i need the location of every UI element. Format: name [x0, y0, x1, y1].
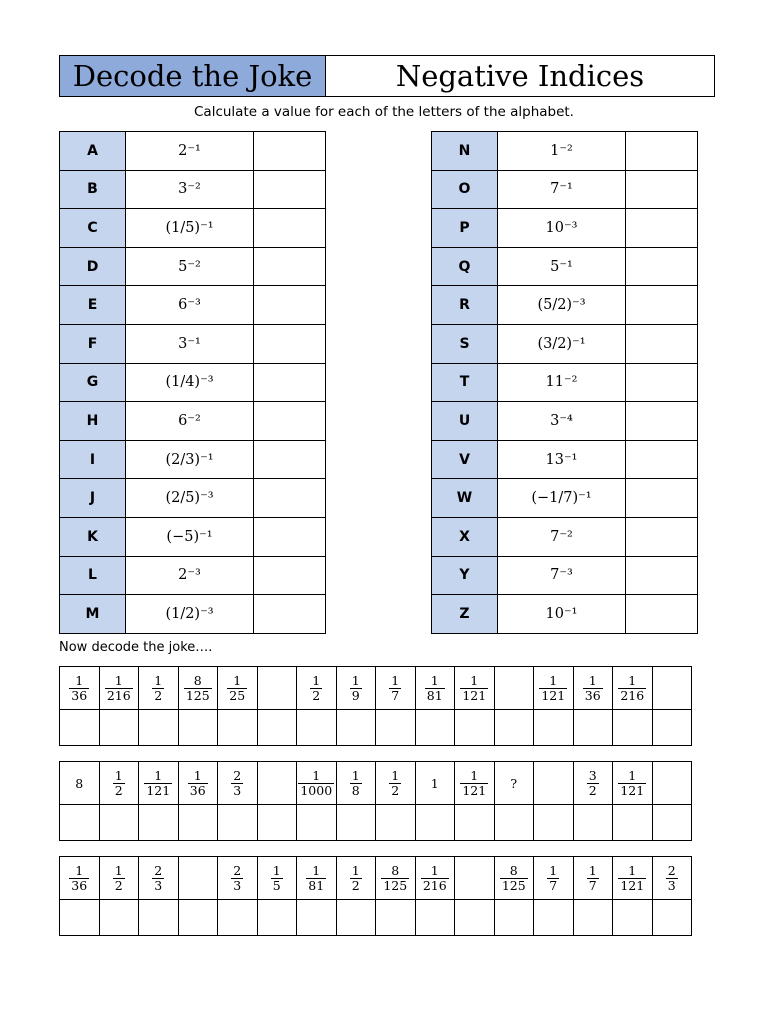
letter-answer-cell[interactable]	[218, 805, 258, 841]
code-value: ?	[510, 775, 518, 791]
code-cell	[455, 667, 495, 710]
code-cell	[652, 857, 692, 900]
index-expression: 3⁻⁴	[498, 402, 626, 441]
fraction: $\frac{1}{2}$	[312, 673, 321, 703]
answer-cell[interactable]	[626, 402, 698, 441]
answer-cell[interactable]	[626, 132, 698, 171]
index-expression: (−5)⁻¹	[126, 517, 254, 556]
index-expression: (1/2)⁻³	[126, 595, 254, 634]
index-expression: 3⁻¹	[126, 324, 254, 363]
letter-row-a	[60, 132, 326, 171]
code-cell	[455, 762, 495, 805]
index-expression: 5⁻²	[126, 247, 254, 286]
fraction: $\frac{2}{3}$	[233, 863, 242, 893]
fraction: $\frac{1}{1000}$	[300, 768, 333, 798]
code-cell	[257, 667, 297, 710]
code-cell	[534, 667, 574, 710]
answer-cell[interactable]	[254, 556, 326, 595]
code-cell	[376, 667, 416, 710]
letter-row-v	[432, 440, 698, 479]
index-expression: (1/5)⁻¹	[126, 209, 254, 248]
answer-row	[60, 805, 692, 841]
answer-cell[interactable]	[254, 132, 326, 171]
letter-row-j	[60, 479, 326, 518]
letter-label: A	[60, 132, 126, 171]
code-cell	[573, 857, 613, 900]
code-cell	[297, 667, 337, 710]
letter-answer-cell[interactable]	[60, 805, 100, 841]
code-cell	[178, 762, 218, 805]
letter-answer-cell[interactable]	[613, 710, 653, 746]
fraction: $\frac{1}{5}$	[272, 863, 281, 893]
letter-answer-cell[interactable]	[455, 710, 495, 746]
code-cell	[613, 667, 653, 710]
letter-answer-cell[interactable]	[652, 805, 692, 841]
letter-answer-cell[interactable]	[376, 900, 416, 936]
fraction: $\frac{1}{8}$	[351, 768, 360, 798]
letter-row-g	[60, 363, 326, 402]
letter-answer-cell[interactable]	[336, 710, 376, 746]
code-cell	[573, 762, 613, 805]
letter-answer-cell[interactable]	[573, 710, 613, 746]
fraction: $\frac{1}{7}$	[549, 863, 558, 893]
code-cell	[218, 857, 258, 900]
code-cell	[494, 762, 534, 805]
letter-label: C	[60, 209, 126, 248]
index-expression: 13⁻¹	[498, 440, 626, 479]
code-cell	[297, 762, 337, 805]
letter-answer-cell[interactable]	[178, 900, 218, 936]
answer-cell[interactable]	[254, 402, 326, 441]
fraction: $\frac{2}{3}$	[667, 863, 676, 893]
fraction: $\frac{1}{2}$	[351, 863, 360, 893]
code-cell	[336, 667, 376, 710]
fraction: $\frac{8}{125}$	[501, 863, 526, 893]
fraction: $\frac{1}{2}$	[114, 768, 123, 798]
answer-cell[interactable]	[254, 479, 326, 518]
letter-row-z	[432, 595, 698, 634]
index-expression: 2⁻³	[126, 556, 254, 595]
answer-row	[60, 900, 692, 936]
code-cell	[218, 762, 258, 805]
fraction: $\frac{1}{216}$	[106, 673, 131, 703]
fraction: $\frac{8}{125}$	[185, 673, 210, 703]
title-bar	[59, 55, 715, 97]
letter-label: N	[432, 132, 498, 171]
letter-answer-cell[interactable]	[139, 805, 179, 841]
letter-label: H	[60, 402, 126, 441]
letter-label: V	[432, 440, 498, 479]
answer-cell[interactable]	[626, 440, 698, 479]
letter-row-t	[432, 363, 698, 402]
code-cell	[139, 762, 179, 805]
fraction: $\frac{1}{36}$	[584, 673, 601, 703]
letter-label: E	[60, 286, 126, 325]
letter-answer-cell[interactable]	[573, 900, 613, 936]
letter-answer-cell[interactable]	[376, 710, 416, 746]
joke-row-2	[59, 761, 692, 841]
code-cell	[60, 857, 100, 900]
index-expression: (3/2)⁻¹	[498, 324, 626, 363]
answer-cell[interactable]	[254, 517, 326, 556]
fraction: $\frac{2}{3}$	[233, 768, 242, 798]
index-expression: 11⁻²	[498, 363, 626, 402]
code-cell	[573, 667, 613, 710]
fraction: $\frac{1}{121}$	[620, 863, 645, 893]
letter-answer-cell[interactable]	[415, 805, 455, 841]
code-cell	[652, 762, 692, 805]
answer-cell[interactable]	[626, 247, 698, 286]
fraction: $\frac{1}{9}$	[351, 673, 360, 703]
letter-table-right	[431, 131, 698, 634]
index-expression: 7⁻²	[498, 517, 626, 556]
answer-cell[interactable]	[254, 170, 326, 209]
answer-cell[interactable]	[254, 595, 326, 634]
fraction: $\frac{1}{81}$	[426, 673, 443, 703]
letter-label: M	[60, 595, 126, 634]
letter-row-o	[432, 170, 698, 209]
code-cell	[139, 667, 179, 710]
index-expression: 10⁻¹	[498, 595, 626, 634]
letter-answer-cell[interactable]	[534, 805, 574, 841]
letter-answer-cell[interactable]	[99, 900, 139, 936]
index-expression: 7⁻³	[498, 556, 626, 595]
letter-label: Q	[432, 247, 498, 286]
code-cell	[336, 762, 376, 805]
letter-answer-cell[interactable]	[494, 805, 534, 841]
letter-answer-cell[interactable]	[534, 900, 574, 936]
letter-label: J	[60, 479, 126, 518]
code-row	[60, 857, 692, 900]
code-cell	[534, 857, 574, 900]
answer-cell[interactable]	[626, 286, 698, 325]
letter-answer-cell[interactable]	[99, 710, 139, 746]
letter-row-i	[60, 440, 326, 479]
answer-cell[interactable]	[626, 556, 698, 595]
letter-answer-cell[interactable]	[415, 710, 455, 746]
letter-label: T	[432, 363, 498, 402]
answer-cell[interactable]	[254, 286, 326, 325]
fraction: $\frac{1}{7}$	[391, 673, 400, 703]
letter-row-x	[432, 517, 698, 556]
letter-row-n	[432, 132, 698, 171]
letter-row-h	[60, 402, 326, 441]
fraction: $\frac{2}{3}$	[154, 863, 163, 893]
answer-cell[interactable]	[626, 363, 698, 402]
index-expression: 10⁻³	[498, 209, 626, 248]
letter-answer-cell[interactable]	[218, 710, 258, 746]
letter-answer-cell[interactable]	[218, 900, 258, 936]
letter-answer-cell[interactable]	[257, 805, 297, 841]
letter-label: O	[432, 170, 498, 209]
letter-row-e	[60, 286, 326, 325]
code-cell	[534, 762, 574, 805]
letter-label: R	[432, 286, 498, 325]
index-expression: 7⁻¹	[498, 170, 626, 209]
code-cell	[415, 762, 455, 805]
letter-answer-cell[interactable]	[139, 710, 179, 746]
answer-cell[interactable]	[626, 209, 698, 248]
letter-label: S	[432, 324, 498, 363]
letter-row-l	[60, 556, 326, 595]
letter-row-q	[432, 247, 698, 286]
answer-cell[interactable]	[626, 324, 698, 363]
code-cell	[494, 667, 534, 710]
letter-answer-cell[interactable]	[494, 900, 534, 936]
fraction: $\frac{3}{2}$	[588, 768, 597, 798]
letter-table-left	[59, 131, 326, 634]
index-expression: 3⁻²	[126, 170, 254, 209]
letter-answer-cell[interactable]	[336, 900, 376, 936]
letter-label: D	[60, 247, 126, 286]
letter-answer-cell[interactable]	[573, 805, 613, 841]
answer-cell[interactable]	[254, 247, 326, 286]
letter-label: F	[60, 324, 126, 363]
letter-row-m	[60, 595, 326, 634]
letter-label: G	[60, 363, 126, 402]
joke-row-1	[59, 666, 692, 746]
letter-label: I	[60, 440, 126, 479]
code-cell	[613, 857, 653, 900]
code-cell	[494, 857, 534, 900]
code-cell	[652, 667, 692, 710]
answer-cell[interactable]	[254, 209, 326, 248]
code-cell	[455, 857, 495, 900]
decode-prompt: Now decode the joke….	[59, 640, 213, 655]
code-cell	[257, 762, 297, 805]
letter-answer-cell[interactable]	[60, 710, 100, 746]
fraction: $\frac{1}{2}$	[114, 863, 123, 893]
index-expression: 2⁻¹	[126, 132, 254, 171]
code-cell	[415, 667, 455, 710]
letter-label: Y	[432, 556, 498, 595]
code-cell	[415, 857, 455, 900]
fraction: $\frac{1}{36}$	[189, 768, 206, 798]
code-cell	[297, 857, 337, 900]
answer-cell[interactable]	[626, 517, 698, 556]
letter-answer-cell[interactable]	[178, 710, 218, 746]
letter-answer-cell[interactable]	[257, 900, 297, 936]
letter-row-s	[432, 324, 698, 363]
answer-row	[60, 710, 692, 746]
fraction: $\frac{8}{125}$	[383, 863, 408, 893]
code-cell	[613, 762, 653, 805]
letter-answer-cell[interactable]	[534, 710, 574, 746]
instructions: Calculate a value for each of the letters of the alphabet.	[194, 104, 574, 120]
letter-row-w	[432, 479, 698, 518]
fraction: $\frac{1}{121}$	[620, 768, 645, 798]
letter-label: P	[432, 209, 498, 248]
letter-row-c	[60, 209, 326, 248]
letter-answer-cell[interactable]	[613, 900, 653, 936]
letter-label: B	[60, 170, 126, 209]
index-expression: (2/5)⁻³	[126, 479, 254, 518]
fraction: $\frac{1}{81}$	[308, 863, 325, 893]
letter-answer-cell[interactable]	[178, 805, 218, 841]
letter-answer-cell[interactable]	[336, 805, 376, 841]
index-expression: (2/3)⁻¹	[126, 440, 254, 479]
answer-cell[interactable]	[254, 324, 326, 363]
letter-label: U	[432, 402, 498, 441]
code-value: 1	[430, 775, 439, 791]
letter-answer-cell[interactable]	[376, 805, 416, 841]
letter-answer-cell[interactable]	[99, 805, 139, 841]
letter-row-b	[60, 170, 326, 209]
letter-answer-cell[interactable]	[494, 710, 534, 746]
code-cell	[257, 857, 297, 900]
answer-cell[interactable]	[626, 479, 698, 518]
letter-row-d	[60, 247, 326, 286]
index-expression: 1⁻²	[498, 132, 626, 171]
letter-label: L	[60, 556, 126, 595]
letter-label: X	[432, 517, 498, 556]
fraction: $\frac{1}{121}$	[462, 768, 487, 798]
fraction: $\frac{1}{216}$	[620, 673, 645, 703]
worksheet-topic: Negative Indices	[395, 59, 645, 93]
code-cell	[99, 857, 139, 900]
letter-answer-cell[interactable]	[652, 900, 692, 936]
letter-answer-cell[interactable]	[139, 900, 179, 936]
index-expression: (−1/7)⁻¹	[498, 479, 626, 518]
letter-answer-cell[interactable]	[455, 805, 495, 841]
code-cell	[60, 762, 100, 805]
fraction: $\frac{1}{2}$	[154, 673, 163, 703]
worksheet-title: Decode the Joke	[60, 56, 326, 96]
code-row	[60, 667, 692, 710]
letter-row-r	[432, 286, 698, 325]
letter-answer-cell[interactable]	[652, 710, 692, 746]
fraction: $\frac{1}{36}$	[71, 673, 88, 703]
letter-row-p	[432, 209, 698, 248]
fraction: $\frac{1}{36}$	[71, 863, 88, 893]
code-cell	[60, 667, 100, 710]
fraction: $\frac{1}{216}$	[422, 863, 447, 893]
fraction: $\frac{1}{25}$	[229, 673, 246, 703]
code-cell	[376, 762, 416, 805]
joke-row-3	[59, 856, 692, 936]
code-cell	[99, 667, 139, 710]
answer-cell[interactable]	[254, 440, 326, 479]
fraction: $\frac{1}{121}$	[462, 673, 487, 703]
code-value: 8	[75, 775, 84, 791]
answer-cell[interactable]	[254, 363, 326, 402]
code-cell	[139, 857, 179, 900]
fraction: $\frac{1}{7}$	[588, 863, 597, 893]
code-cell	[178, 857, 218, 900]
fraction: $\frac{1}{121}$	[146, 768, 171, 798]
index-expression: (1/4)⁻³	[126, 363, 254, 402]
index-expression: 6⁻³	[126, 286, 254, 325]
letter-answer-cell[interactable]	[60, 900, 100, 936]
code-cell	[376, 857, 416, 900]
fraction: $\frac{1}{121}$	[541, 673, 566, 703]
letter-row-k	[60, 517, 326, 556]
letter-label: W	[432, 479, 498, 518]
code-cell	[336, 857, 376, 900]
letter-row-f	[60, 324, 326, 363]
letter-label: Z	[432, 595, 498, 634]
answer-cell[interactable]	[626, 595, 698, 634]
letter-answer-cell[interactable]	[415, 900, 455, 936]
answer-cell[interactable]	[626, 170, 698, 209]
index-expression: (5/2)⁻³	[498, 286, 626, 325]
fraction: $\frac{1}{2}$	[391, 768, 400, 798]
letter-label: K	[60, 517, 126, 556]
code-cell	[218, 667, 258, 710]
letter-answer-cell[interactable]	[297, 710, 337, 746]
letter-row-u	[432, 402, 698, 441]
code-row	[60, 762, 692, 805]
letter-answer-cell[interactable]	[297, 900, 337, 936]
letter-answer-cell[interactable]	[613, 805, 653, 841]
code-cell	[178, 667, 218, 710]
letter-answer-cell[interactable]	[257, 710, 297, 746]
index-expression: 6⁻²	[126, 402, 254, 441]
code-cell	[99, 762, 139, 805]
index-expression: 5⁻¹	[498, 247, 626, 286]
letter-answer-cell[interactable]	[297, 805, 337, 841]
letter-answer-cell[interactable]	[455, 900, 495, 936]
letter-row-y	[432, 556, 698, 595]
